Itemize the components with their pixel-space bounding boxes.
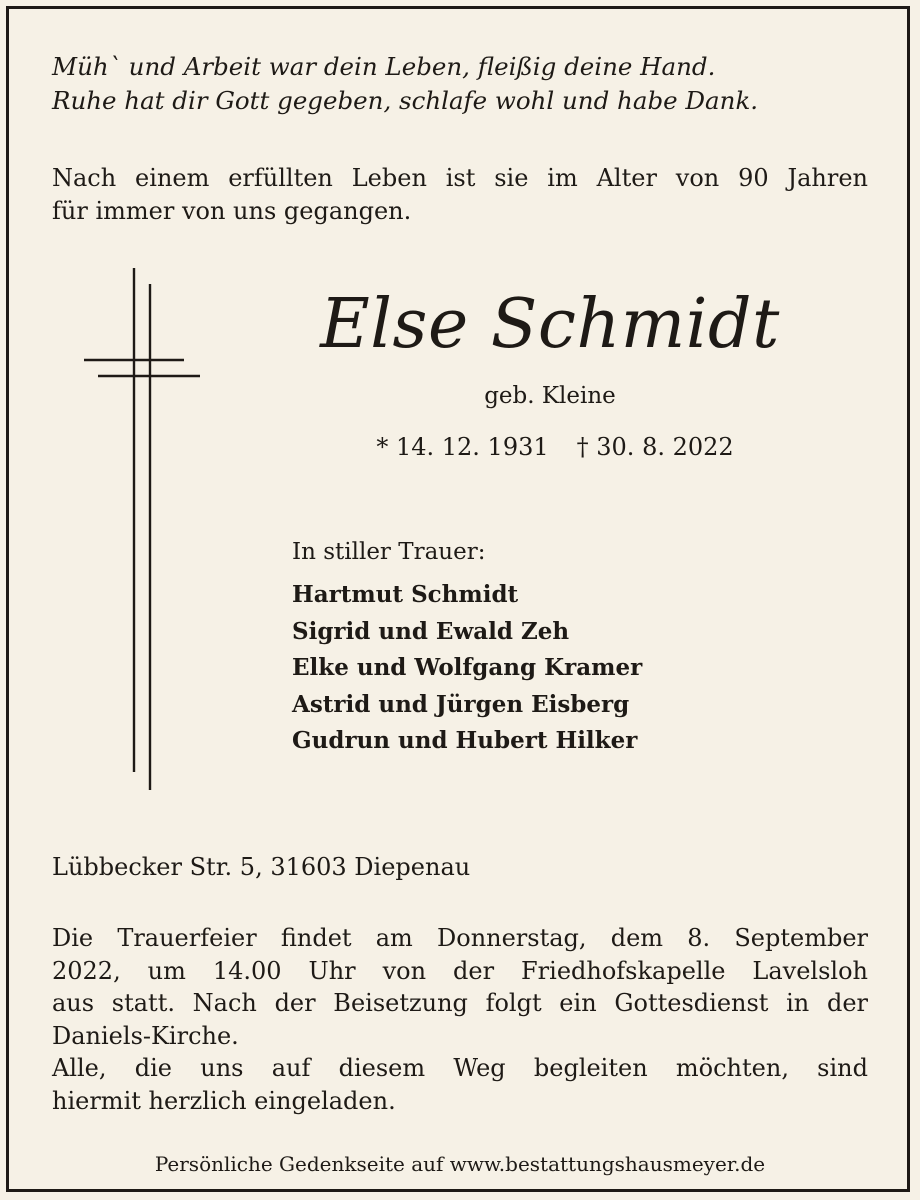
motto-verse bbox=[52, 50, 872, 118]
death-date: † 30. 8. 2022 bbox=[576, 433, 734, 461]
mourner-name: Gudrun und Hubert Hilker bbox=[292, 727, 638, 754]
intro-line: Nach einem erfüllten Leben ist sie im Alter von 90 Jahren bbox=[52, 164, 868, 192]
motto-line: Ruhe hat dir Gott gegeben, schlafe wohl und habe Dank. bbox=[52, 86, 759, 115]
mourner-name: Astrid und Jürgen Eisberg bbox=[292, 690, 630, 718]
mourner-list bbox=[292, 577, 642, 760]
funeral-service-info bbox=[52, 922, 868, 1117]
service-line: Daniels-Kirche. bbox=[52, 1021, 239, 1050]
birth-name: geb. Kleine bbox=[484, 383, 616, 409]
deceased-name: Else Schmidt bbox=[320, 285, 780, 364]
mourner-name: Hartmut Schmidt bbox=[292, 581, 519, 608]
motto-line: Müh` und Arbeit war dein Leben, fleißig deine Hand. bbox=[52, 52, 716, 81]
birth-date: * 14. 12. 1931 bbox=[376, 433, 549, 461]
memorial-page-link: Persönliche Gedenkseite auf www.bestattungshausmeyer.de bbox=[154, 1152, 766, 1176]
service-line: Die Trauerfeier findet am Donnerstag, dem 8. September bbox=[52, 924, 868, 952]
family-address: Lübbecker Str. 5, 31603 Diepenau bbox=[52, 853, 471, 881]
mourner-name: Elke und Wolfgang Kramer bbox=[292, 654, 643, 681]
cross-icon bbox=[80, 262, 210, 802]
life-dates bbox=[250, 430, 860, 464]
service-line: Alle, die uns auf diesem Weg begleiten möchten, sind bbox=[52, 1054, 868, 1082]
service-line: aus statt. Nach der Beisetzung folgt ein Gottesdienst in der bbox=[52, 989, 868, 1017]
mourning-heading: In stiller Trauer: bbox=[292, 539, 486, 565]
intro-line: für immer von uns gegangen. bbox=[52, 197, 412, 225]
mourner-name: Sigrid und Ewald Zeh bbox=[292, 617, 570, 645]
service-line: hiermit herzlich eingeladen. bbox=[52, 1086, 396, 1115]
service-line: 2022, um 14.00 Uhr von der Friedhofskapelle Lavelsloh bbox=[52, 956, 868, 985]
intro-text bbox=[52, 162, 868, 228]
